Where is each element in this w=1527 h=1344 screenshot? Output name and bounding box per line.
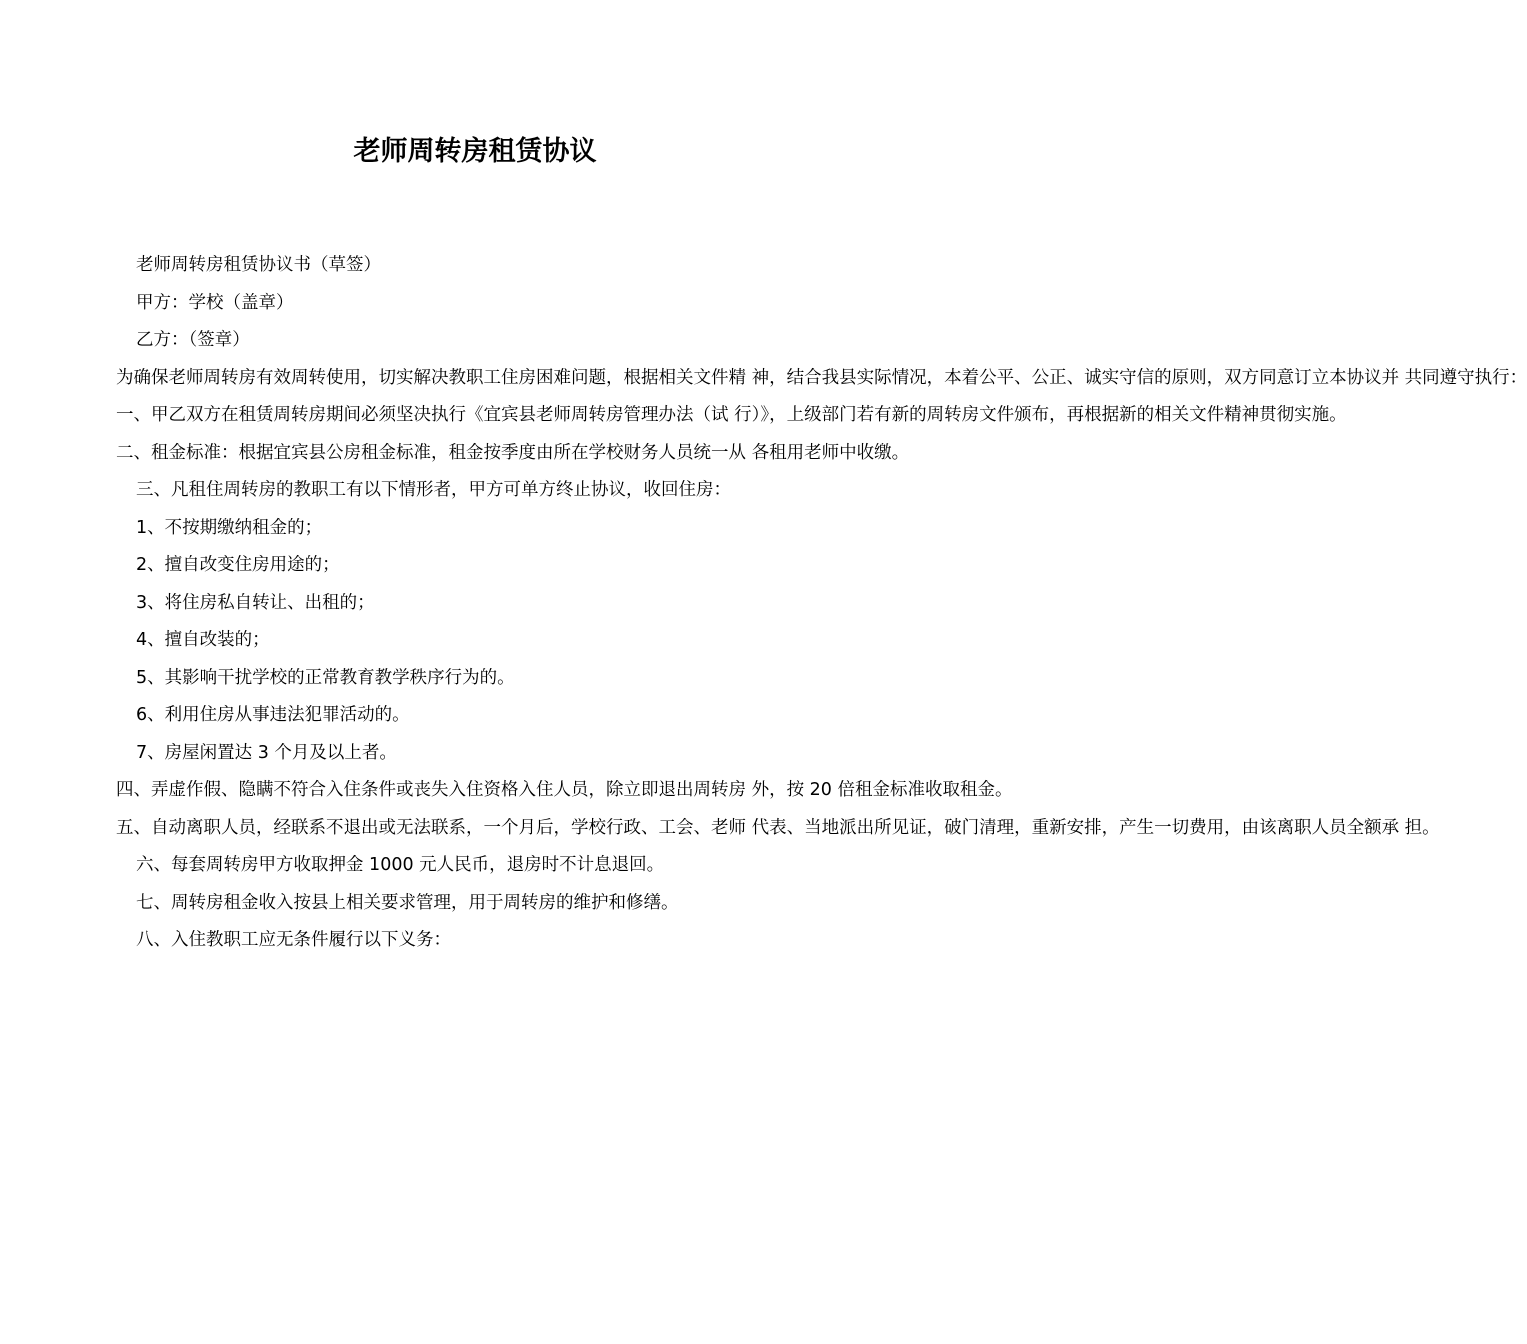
intro-line: 共同遵守执行： <box>1404 367 1527 388</box>
document-body <box>116 247 1527 960</box>
clause-line: 代表、当地派出所见证，破门清理，重新安排，产生一切费用，由该离职人员全额承 <box>751 817 1400 838</box>
party-a-line: 甲方：学校（盖章） <box>136 292 294 313</box>
clause-3-item: 1、不按期缴纳租金的； <box>136 517 323 538</box>
agreement-subtitle: 老师周转房租赁协议书（草签） <box>136 255 381 275</box>
clause-line: 一、甲乙双方在租赁周转房期间必须坚决执行《宜宾县老师周转房管理办法（试 <box>116 405 729 425</box>
clause-3-item: 3、将住房私自转让、出租的； <box>136 592 375 613</box>
clause-3-item: 7、房屋闲置达 3 个月及以上者。 <box>136 742 397 763</box>
clause-line: 担。 <box>1404 817 1440 838</box>
clause-7: 七、周转房租金收入按县上相关要求管理，用于周转房的维护和修缮。 <box>136 892 679 913</box>
intro-line: 为确保老师周转房有效周转使用，切实解决教职工住房困难问题，根据相关文件精 <box>116 367 746 388</box>
clause-6: 六、每套周转房甲方收取押金 1000 元人民币，退房时不计息退回。 <box>136 855 665 875</box>
intro-line: 神，结合我县实际情况，本着公平、公正、诚实守信的原则，双方同意订立本协议并 <box>751 367 1400 388</box>
clause-3-item: 6、利用住房从事违法犯罪活动的。 <box>136 705 410 725</box>
clause-line: 五、自动离职人员，经联系不退出或无法联系，一个月后，学校行政、工会、老师 <box>116 817 746 838</box>
clause-line: 各租用老师中收缴。 <box>751 442 910 463</box>
intro-paragraph <box>116 360 1527 398</box>
clause-2 <box>116 435 910 473</box>
clause-1 <box>116 397 1347 435</box>
clause-line: 外，按 20 倍租金标准收取租金。 <box>751 780 1013 800</box>
clause-3: 三、凡租住周转房的教职工有以下情形者，甲方可单方终止协议，收回住房： <box>136 480 731 500</box>
party-b-line: 乙方：（签章） <box>136 330 250 350</box>
clause-line: 四、弄虚作假、隐瞒不符合入住条件或丧失入住资格入住人员，除立即退出周转房 <box>116 780 746 800</box>
clause-line: 二、租金标准：根据宜宾县公房租金标准，租金按季度由所在学校财务人员统一从 <box>116 442 746 463</box>
document-title: 老师周转房租赁协议 <box>353 136 597 167</box>
clause-line: 行）》，上级部门若有新的周转房文件颁布，再根据新的相关文件精神贯彻实施。 <box>734 405 1347 425</box>
clause-4 <box>116 772 1013 810</box>
clause-3-item: 5、其影响干扰学校的正常教育教学秩序行为的。 <box>136 667 515 688</box>
clause-5 <box>116 810 1440 848</box>
clause-8: 八、入住教职工应无条件履行以下义务： <box>136 930 451 950</box>
clause-3-item: 2、擅自改变住房用途的； <box>136 555 340 575</box>
clause-3-item: 4、擅自改装的； <box>136 630 270 650</box>
